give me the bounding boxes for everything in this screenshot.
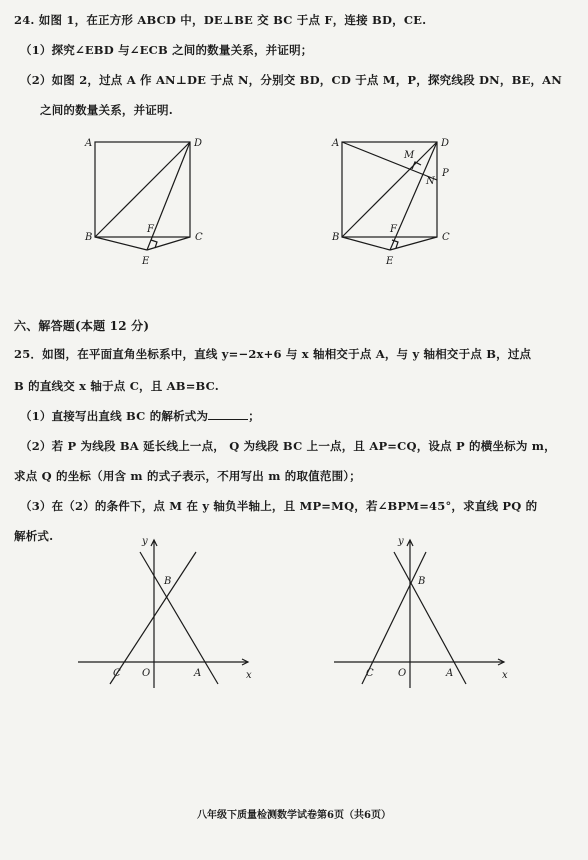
graph2-label-B: B: [418, 576, 426, 587]
q25-graph-2: [334, 532, 514, 692]
fig2-label-E: E: [386, 256, 394, 267]
fig1-label-E: E: [142, 256, 150, 267]
graph1-label-B: B: [164, 576, 172, 587]
q24-part2-line1: （2）如图 2，过点 A 作 AN⊥DE 于点 N，分别交 BD，CD 于点 M，P，探究线段 DN，BE，AN: [20, 73, 562, 87]
fig1-label-C: C: [195, 232, 203, 243]
fig2-label-D: D: [441, 138, 450, 149]
fig2-label-N: N: [426, 176, 435, 187]
q25-part1: [20, 408, 576, 424]
q24-part2-line2: 之间的数量关系，并证明.: [40, 103, 173, 117]
graph1-label-C: C: [113, 668, 121, 679]
q25-part3-line2: 解析式.: [14, 529, 54, 543]
fig2-label-F: F: [390, 224, 397, 235]
fig2-label-A: A: [332, 138, 340, 149]
q25-stem-line1: 25．如图，在平面直角坐标系中，直线 y=−2x+6 与 x 轴相交于点 A，与 y 轴相交于点 B，过点: [14, 347, 532, 361]
graph1-label-O: O: [142, 668, 151, 679]
fig1-label-A: A: [85, 138, 93, 149]
fig2-label-P: P: [442, 168, 449, 179]
q25-part2-line2: 求点 Q 的坐标（用含 m 的式子表示，不用写出 m 的取值范围）；: [14, 469, 361, 483]
q24-figure-1: [85, 132, 215, 277]
q25-stem-line2: B 的直线交 x 轴于点 C，且 AB=BC.: [14, 379, 220, 393]
q24-figure-2: [332, 132, 472, 277]
graph2-x-label: x: [502, 670, 508, 681]
fig1-label-D: D: [194, 138, 203, 149]
graph2-y-label: y: [398, 536, 404, 547]
section-6-title: 六、解答题(本题 12 分): [14, 319, 150, 333]
graph2-label-O: O: [398, 668, 407, 679]
graph2-label-C: C: [366, 668, 374, 679]
graph1-label-A: A: [194, 668, 202, 679]
fig2-label-M: M: [404, 150, 415, 161]
fig2-label-C: C: [442, 232, 450, 243]
q25-part2-line1: （2）若 P 为线段 BA 延长线上一点， Q 为线段 BC 上一点，且 AP=CQ，设点 P 的横坐标为 m，: [20, 439, 556, 453]
graph1-y-label: y: [142, 536, 148, 547]
fig1-label-B: B: [85, 232, 93, 243]
q24-part1: （1）探究∠EBD 与∠ECB 之间的数量关系，并证明；: [20, 43, 313, 57]
fig2-label-B: B: [332, 232, 340, 243]
answer-blank: [208, 409, 248, 420]
page-footer: 八年级下质量检测数学试卷第6页（共6页）: [197, 810, 391, 821]
fig1-label-F: F: [147, 224, 154, 235]
q25-part1-end: ；: [248, 409, 260, 423]
graph2-label-A: A: [446, 668, 454, 679]
q25-part1-text: （1）直接写出直线 BC 的解析式为: [20, 409, 209, 423]
q25-graph-1: [78, 532, 258, 692]
q24-stem: 24. 如图 1，在正方形 ABCD 中，DE⊥BE 交 BC 于点 F，连接 BD，CE.: [14, 13, 427, 27]
graph1-x-label: x: [246, 670, 252, 681]
q25-part3-line1: （3）在（2）的条件下，点 M 在 y 轴负半轴上，且 MP=MQ，若∠BPM=45°，求直线 PQ 的: [20, 499, 538, 513]
